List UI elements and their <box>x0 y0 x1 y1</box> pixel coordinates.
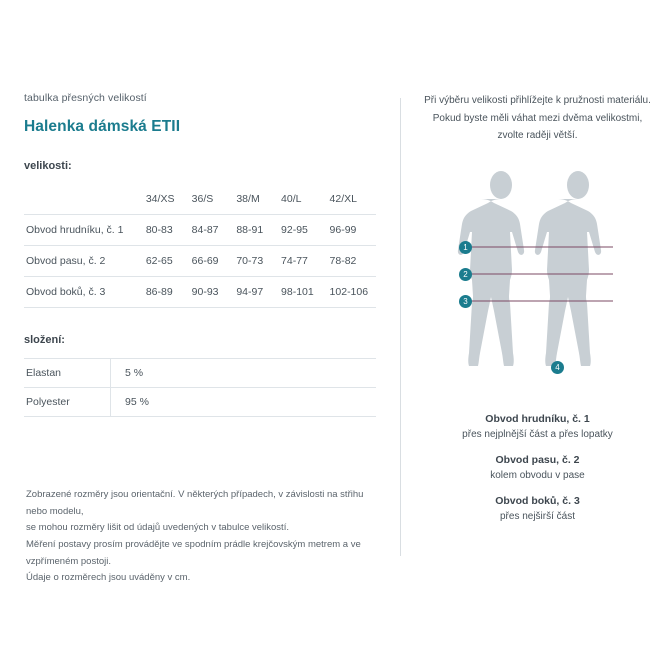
footnotes <box>24 487 376 587</box>
table-header-row <box>24 184 376 215</box>
measurement-chest <box>423 413 652 440</box>
footnote-line-1: se mohou rozměry lišit od údajů uvedených v tabulce velikostí. <box>26 522 289 534</box>
footnote-line-2: Měření postavy prosím provádějte ve spodním prádle krejčovským metrem a ve vzpřímeném postoji. <box>26 538 361 567</box>
cell-0-0: 80-83 <box>140 215 186 246</box>
size-table-body <box>24 215 376 308</box>
marker-4: 4 <box>551 361 564 374</box>
table-row <box>24 246 376 277</box>
composition-section <box>24 334 376 417</box>
right-column <box>401 92 670 587</box>
cell-1-4: 78-82 <box>324 246 376 277</box>
cell-2-3: 98-101 <box>275 277 324 308</box>
intro-line-0: Při výběru velikosti přihlížejte k pružnosti materiálu. <box>424 95 651 106</box>
composition-label: složení: <box>24 334 65 346</box>
cell-1-2: 70-73 <box>230 246 275 277</box>
cell-1-0: 62-65 <box>140 246 186 277</box>
cell-2-4: 102-106 <box>324 277 376 308</box>
measurement-title-0: Obvod hrudníku, č. 1 <box>485 412 590 425</box>
cell-2-1: 90-93 <box>186 277 231 308</box>
sizes-label: velikosti: <box>24 160 72 172</box>
header-corner <box>24 184 140 215</box>
header-size-1: 36/S <box>186 184 231 215</box>
measurement-waist <box>423 454 652 481</box>
size-table-head <box>24 184 376 215</box>
table-row <box>24 277 376 308</box>
intro-line-1: Pokud byste měli váhat mezi dvěma velikostmi, <box>432 112 643 124</box>
back-figure <box>535 171 601 366</box>
table-row <box>24 215 376 246</box>
composition-table <box>24 358 376 417</box>
composition-amount-0: 5 % <box>111 359 377 388</box>
table-row <box>24 388 376 417</box>
marker-1: 1 <box>459 241 472 254</box>
eyebrow-text: tabulka přesných velikostí <box>24 92 147 104</box>
row-label-0: Obvod hrudníku, č. 1 <box>24 215 140 246</box>
left-column <box>0 92 400 587</box>
size-table <box>24 184 376 308</box>
cell-0-2: 88-91 <box>230 215 275 246</box>
cell-0-1: 84-87 <box>186 215 231 246</box>
header-size-0: 34/XS <box>140 184 186 215</box>
marker-3: 3 <box>459 295 472 308</box>
header-size-4: 42/XL <box>324 184 376 215</box>
body-measurement-figure <box>423 163 652 391</box>
row-label-1: Obvod pasu, č. 2 <box>24 246 140 277</box>
cell-1-1: 66-69 <box>186 246 231 277</box>
header-size-3: 40/L <box>275 184 324 215</box>
measurement-title-2: Obvod boků, č. 3 <box>495 494 580 507</box>
page-title: Halenka dámská ETII <box>24 118 181 135</box>
cell-0-3: 92-95 <box>275 215 324 246</box>
measurement-desc-2: přes nejširší část <box>499 510 576 522</box>
cell-0-4: 96-99 <box>324 215 376 246</box>
intro-line-2: zvolte raději větší. <box>497 130 578 141</box>
row-label-2: Obvod boků, č. 3 <box>24 277 140 308</box>
figure-svg <box>423 163 652 391</box>
marker-2: 2 <box>459 268 472 281</box>
header-size-2: 38/M <box>230 184 275 215</box>
measurement-desc-0: přes nejplnější část a přes lopatky <box>462 428 613 440</box>
footnote-line-3: Údaje o rozměrech jsou uváděny v cm. <box>26 572 191 584</box>
cell-2-0: 86-89 <box>140 277 186 308</box>
measurement-hips <box>423 495 652 522</box>
composition-material-0: Elastan <box>24 359 111 388</box>
composition-material-1: Polyester <box>24 388 111 417</box>
measurement-title-1: Obvod pasu, č. 2 <box>495 453 580 466</box>
composition-amount-1: 95 % <box>111 388 377 417</box>
intro-text <box>423 92 652 145</box>
footnote-line-0: Zobrazené rozměry jsou orientační. V některých případech, v závislosti na střihu nebo modelu, <box>26 489 364 517</box>
cell-1-3: 74-77 <box>275 246 324 277</box>
measurement-desc-1: kolem obvodu v pase <box>490 469 585 481</box>
table-row <box>24 359 376 388</box>
cell-2-2: 94-97 <box>230 277 275 308</box>
page-content <box>0 92 670 587</box>
